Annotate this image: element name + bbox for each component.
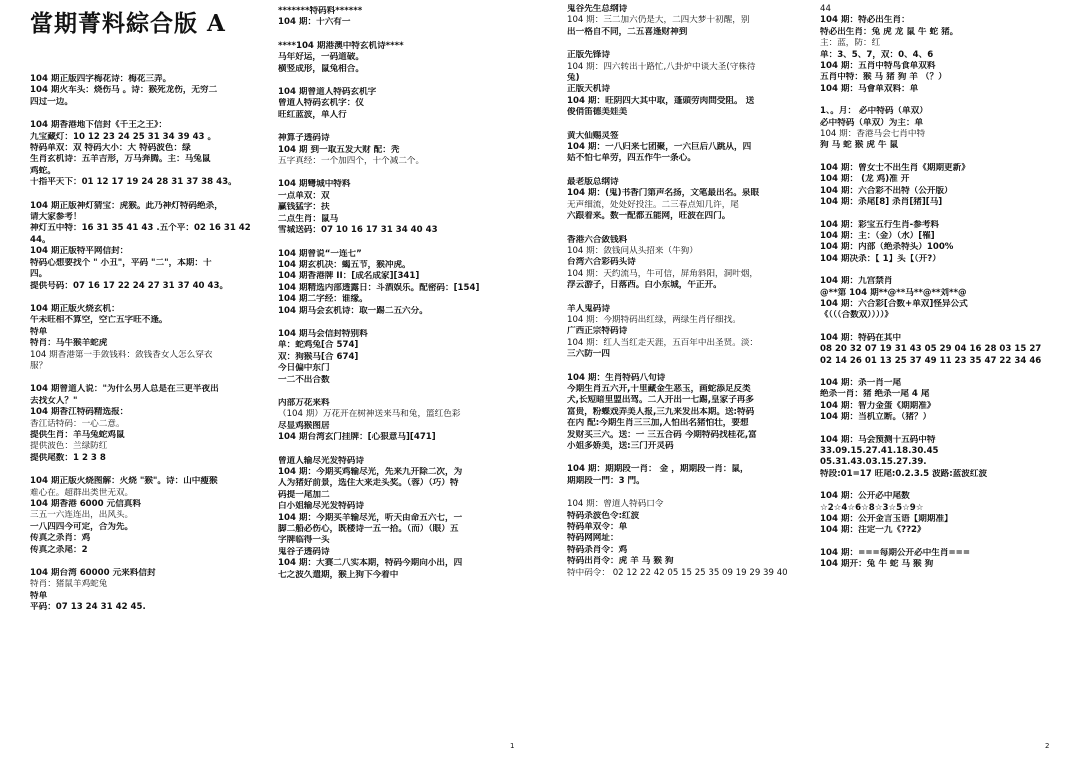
text-line: 难心在。超群出类世无双。 <box>30 487 134 498</box>
text-line: 白小姐输尽光发特码诗 <box>278 501 364 512</box>
article-block <box>820 491 1055 537</box>
text-line: 正版先锋诗 <box>567 50 610 61</box>
text-line: 四过一边。 <box>30 96 73 107</box>
text-line: 104 期：内部（绝杀特头）100% <box>820 242 954 253</box>
text-line: 单：3、5、7，双：0、4、6 <box>820 49 934 60</box>
text-line: 狗 马 蛇 猴 虎 牛 鼠 <box>820 140 899 151</box>
text-line: 44 <box>820 4 831 14</box>
text-line: 曾道人输尽光发特码诗 <box>278 455 364 466</box>
text-line: 提供号码：07 16 17 22 24 27 31 37 40 43。 <box>30 280 229 291</box>
article-block <box>278 41 518 75</box>
text-line: 无声细流，处处好投注。二三春点知几许，尾 <box>567 199 739 210</box>
text-line: 104 期：曾道人特码口令 <box>567 499 664 510</box>
text-line: 104 期香港 6000 元信真料 <box>30 499 141 509</box>
text-line: 犬,长短暗里盟出驾。二人开出一七踢,皇家子再多 <box>567 395 754 406</box>
text-line: 104 期：敛钱问从头招来（牛狗） <box>567 245 698 256</box>
text-line: 104 期：旺阴四大其中取，蓬頭劳肉問受阻。 送 <box>567 95 755 106</box>
text-line: 五字真经：一个加四个，十个减二个。 <box>278 156 425 167</box>
text-line: 三五一六连连出，出风头。 <box>30 510 134 521</box>
article-block <box>567 131 807 165</box>
text-line: 44。 <box>30 234 51 245</box>
text-line: 104 期：公开金言玉语【期期准】 <box>820 514 953 525</box>
text-line: 104 期：十六有一 <box>278 17 351 28</box>
text-line: 一点单双：双 <box>278 190 330 201</box>
text-line: 富贵，粉蝶戏弄美人报,三九来发出本期。送:特码 <box>567 406 755 417</box>
text-line: 姑不怕七单劳，四五作牛一条心。 <box>567 153 696 164</box>
text-line: 05.31.43.03.15.27.39. <box>820 457 927 468</box>
text-line: 今期生肖五六开,十里藏金生恶玉，画蛇添足反类 <box>567 383 751 394</box>
text-line: 最老版总纲诗 <box>567 176 619 187</box>
text-line: 鸡蛇。 <box>30 165 56 176</box>
text-line: 浮云游子，日落西。白小东城，午正开。 <box>567 280 722 291</box>
text-line: 104 期正版火烧图解：火烧 "猴"。诗：山中瘦猴 <box>30 476 218 487</box>
page-number-2: 2 <box>1045 742 1050 750</box>
article-block <box>278 329 518 386</box>
text-line: 生肖玄机诗：五羊吉形，万马奔腾。主：马兔鼠 <box>30 154 211 165</box>
article-block <box>567 304 807 361</box>
text-line: 104 期正版四字梅花诗：梅花三弄。 <box>30 74 172 84</box>
article-block <box>278 456 518 581</box>
text-line: 104 期：五肖中特鸟食单双料 <box>820 61 936 72</box>
text-line: 特码单双令：单 <box>567 522 628 533</box>
text-line: 出一格自不同，二五喜逢财神到 <box>567 26 688 37</box>
text-line: 提供尾数：1 2 3 8 <box>30 452 106 463</box>
text-line: 104 期： (龙 鸡)准 开 <box>820 174 910 185</box>
text-line: 特段:01=17 旺尾:0.2.3.5 波路:蓝波红波 <box>820 468 988 479</box>
text-line: 主：蓝，防：红 <box>820 38 881 49</box>
text-line: 字牌临得一头 <box>278 535 330 546</box>
article-block <box>820 378 1055 424</box>
text-line: 104 期：今期特码出红绿，两绿生肖仔细找。 <box>567 314 741 325</box>
text-line: 33.09.15.27.41.18.30.45 <box>820 446 939 456</box>
article-block <box>820 435 1055 481</box>
text-line: 特中码令： 02 12 22 42 05 15 25 35 09 19 29 39 40 <box>567 567 788 578</box>
article-block <box>278 87 518 121</box>
text-line: 香江话特码：一心二意。 <box>30 418 125 429</box>
text-line: 特码杀波色令:红波 <box>567 510 640 521</box>
text-line: 双：狗猴马[合 674] <box>278 351 359 362</box>
text-line: 104 期：天约流马，牛可信，屏角斜阳，洞叶烟， <box>567 268 759 279</box>
text-line: 104 期：六合彩[合数+单双]怪异公式 <box>820 298 968 309</box>
article-block <box>567 373 807 453</box>
text-line: 104 期：三二加六仍是大，二四大梦十初醒，别 <box>567 15 750 26</box>
text-line: 兔) <box>567 73 580 84</box>
text-line: 小姐多娇美，送:三门开灵码 <box>567 441 674 451</box>
text-line: 三六防一四 <box>567 349 610 360</box>
text-line: 人为猪好前景，选住大来走头奖。（蓉）（巧）特 <box>278 478 459 489</box>
text-line: 104 期：一八归来七团聚，一六巨后八跳从，四 <box>567 142 752 153</box>
text-line: 104 期决杀：【 1】头【（开?） <box>820 253 941 264</box>
text-line: 一八四四今可定，合为先。 <box>30 521 134 532</box>
article-block <box>278 398 518 444</box>
text-line: 神算子透码诗 <box>278 133 330 144</box>
text-line: 特码杀肖令：鸡 <box>567 544 628 555</box>
text-line: 104 期精选内部透露日：斗酒娱乐。配密码：[154] <box>278 282 480 293</box>
text-line: 码提一尾加二 <box>278 489 330 500</box>
text-line: 104 期：主：（金）（水）[罹] <box>820 230 935 241</box>
text-line: *******特码料****** <box>278 6 363 16</box>
text-line: 服？ <box>30 360 48 371</box>
text-line: 104 期曾说“一连七” <box>278 248 362 259</box>
text-line: 一二不出合数 <box>278 374 330 385</box>
text-line: ****104 期港澳中特玄机诗**** <box>278 40 404 51</box>
article-block <box>278 133 518 167</box>
text-line: 104 期：(鬼)书香门第声名扬，文笔最出名。泉眼 <box>567 188 760 199</box>
article-block <box>30 201 265 292</box>
article-block <box>30 74 265 108</box>
text-line: 四。 <box>30 269 48 280</box>
text-line: 104 期：马會单双料：单 <box>820 83 919 94</box>
column-2 <box>278 0 518 763</box>
article-block <box>567 177 807 223</box>
article-block <box>30 568 265 614</box>
text-line: 台湾六合彩码头诗 <box>567 257 636 268</box>
text-line: 旺红蓝波，单人行 <box>278 109 347 120</box>
text-line: 羊人鬼码诗 <box>567 303 610 314</box>
text-line: 104 期台湾玄门挂牌：[心狠意马][471] <box>278 432 436 443</box>
article-block <box>30 304 265 372</box>
text-line: 必中特码（单双）为主：单 <box>820 117 924 128</box>
text-line: 六跟着来。数一配都五能网，旺波在四门。 <box>567 211 731 222</box>
text-line: 鬼谷子透码诗 <box>278 546 330 557</box>
text-line: 提供生肖：羊马兔蛇鸡鼠 <box>30 429 125 440</box>
text-line: 内部万花来料 <box>278 397 330 408</box>
text-line: 提供波色：兰绿防红 <box>30 441 108 452</box>
text-line: 104 期玄机决：蝎五节，猴冲虎。 <box>278 259 411 270</box>
text-line: 104 期：六合彩不出特（公开版） <box>820 185 953 196</box>
column-1-sections <box>30 74 265 614</box>
text-line: 104 期：智力金蛋《期期准》 <box>820 400 936 411</box>
text-line: 104 期：注定一九《??2》 <box>820 525 926 536</box>
text-line: 特单 <box>30 590 48 601</box>
text-line: 鬼谷先生总纲诗 <box>567 4 628 14</box>
article-block <box>567 499 807 579</box>
text-line: 104 期：香港马会七肖中特 <box>820 129 926 140</box>
text-line: 二点生肖：鼠马 <box>278 213 339 224</box>
text-line: 请大家参考！ <box>30 212 82 223</box>
text-line: 香港六合敛钱料 <box>567 234 628 245</box>
text-line: 俊俏笛德美娃美 <box>567 107 628 118</box>
text-line: 特码网网址： <box>567 533 619 544</box>
text-line: 104 期：红人当红走天涯，五百年中出圣贤。淡： <box>567 337 759 348</box>
article-block <box>820 220 1055 266</box>
text-line: 104 期曾道人特码玄机字 <box>278 87 377 98</box>
text-line: 神灯五中特：16 31 35 41 43 .五个平：02 16 31 42 <box>30 223 251 234</box>
text-line: 104 期马会玄机诗：取一踢二五六分。 <box>278 305 428 316</box>
article-block <box>820 548 1055 571</box>
text-line: 在内 配:今期生肖三三加,人怕出名猪怕壮，要想 <box>567 418 749 429</box>
article-block <box>30 384 265 464</box>
column-4 <box>820 0 1055 763</box>
article-block <box>278 6 518 29</box>
text-line: 特单 <box>30 326 48 337</box>
text-line: 104 期 到一取五发大财 配：秃 <box>278 144 400 155</box>
text-line: 104 期香港第一手敛钱料：敛钱香女人怎么穿衣 <box>30 349 213 360</box>
text-line: 104 期：特必出生肖： <box>820 15 910 26</box>
text-line: 02 14 26 01 13 25 37 49 11 23 35 47 22 34 46 <box>820 355 1042 366</box>
text-line: 五肖中特：猴 马 猪 狗 羊 （？） <box>820 72 947 83</box>
text-line: 104 期：当机立断。（猪？） <box>820 412 932 423</box>
text-line: 特码出肖令：虎 羊 马 猴 狗 <box>567 556 674 567</box>
column-4-sections <box>820 4 1055 571</box>
text-line: 104 期：四六转出十路忙,八卦炉中谈大圣(守株待 <box>567 61 756 72</box>
column-2-sections <box>278 6 518 581</box>
article-block <box>820 106 1055 152</box>
text-line: 《（（（合数双））））》 <box>820 310 894 321</box>
text-line: 104 期彎城中特料 <box>278 179 351 190</box>
text-line: 传真之杀肖：鸡 <box>30 533 91 544</box>
text-line: 特必出生肖：兔 虎 龙 鼠 牛 蛇 猪。 <box>820 26 959 37</box>
article-block <box>567 50 807 118</box>
text-line: 104 期：马会预测十五码中特 <box>820 434 936 445</box>
text-line: 104 期香港牌 II：[成名成家][341] <box>278 271 420 282</box>
text-line: 午未旺相不算空，空亡五字旺不逢。 <box>30 315 168 326</box>
text-line: 104 期：===每期公开必中生肖=== <box>820 547 971 558</box>
article-block <box>820 4 1055 95</box>
text-line: 104 期：九宫禁肖 <box>820 276 893 287</box>
text-line: 九宝藏灯：10 12 23 24 25 31 34 39 43 。 <box>30 131 217 142</box>
text-line: 单：蛇鸡兔[合 574] <box>278 340 359 351</box>
text-line: 104 期马会信封特别料 <box>278 328 368 339</box>
article-block <box>567 235 807 292</box>
text-line: @**第 104 期**@**马**@**刘**@ <box>820 287 967 298</box>
column-3 <box>567 0 807 763</box>
text-line: 104 期台湾 60000 元来料信封 <box>30 568 156 579</box>
text-line: 104 期正版火烧玄机： <box>30 303 120 314</box>
text-line: 1、。月： 必中特码（单双） <box>820 106 928 117</box>
text-line: 期期段一門：3 門。 <box>567 475 645 486</box>
text-line: 脚二船必伤心，既楼诗一五一拾。（而）（眼）五 <box>278 524 459 535</box>
article-block <box>30 476 265 556</box>
article-block <box>30 120 265 188</box>
text-line: 绝杀一肖：猪 绝杀一尾 4 尾 <box>820 389 930 400</box>
text-line: 104 期：生肖特码八句诗 <box>567 372 666 383</box>
column-3-sections <box>567 4 807 579</box>
text-line: 传真之杀尾：2 <box>30 544 88 555</box>
text-line: 08 20 32 07 19 31 43 05 29 04 16 28 03 15 27 <box>820 344 1042 355</box>
text-line: 104 期开：兔 牛 蛇 马 猴 狗 <box>820 559 934 570</box>
text-line: 104 期：今期买鸡输尽光，先来九开除二次，为 <box>278 467 463 477</box>
article-block <box>278 179 518 236</box>
text-line: （104 期）万花开在树神送来马和兔，篮红色彩 <box>278 409 461 420</box>
text-line: 104 期火车头：烧伤马 。诗：猴死龙伤，无穷二 <box>30 85 218 96</box>
text-line: 104 期二字经：谁缘。 <box>278 294 368 305</box>
page-number-1: 1 <box>510 742 515 750</box>
text-line: 104 期香江特码精选报： <box>30 407 129 418</box>
article-block <box>820 276 1055 322</box>
article-block <box>820 333 1055 367</box>
text-line: 特码心想要找个 " 小丑"，平码 "二"，本期：十 <box>30 257 212 268</box>
column-1 <box>30 0 265 763</box>
text-line: 104 期：期期段一肖： 金 ，期期段一肖：鼠， <box>567 464 749 475</box>
text-line: 104 期：杀一肖一尾 <box>820 377 902 388</box>
text-line: 特码单双：双 特码大小：大 特码波色：绿 <box>30 143 191 154</box>
text-line: 104 期香港地下信封《千王之王》： <box>30 120 167 131</box>
text-line: 雪城送码：07 10 16 17 31 34 40 43 <box>278 225 438 236</box>
text-line: 特肖：猪鼠羊鸡蛇兔 <box>30 579 108 590</box>
text-line: 横竖成形，鼠兔相合。 <box>278 63 364 74</box>
text-line: 平码：07 13 24 31 42 45. <box>30 602 146 613</box>
article-block <box>567 4 807 38</box>
text-line: 104 期：大赛二八实本期，特码今期向小出，四 <box>278 558 463 569</box>
text-line: 104 期：今期买羊输尽光，听天由命五六七，一 <box>278 512 463 523</box>
text-line: 十指平天下：01 12 17 19 24 28 31 37 38 43。 <box>30 177 237 188</box>
text-line: 特肖：马牛猴羊蛇虎 <box>30 338 108 349</box>
text-line: 104 期正版特平网信封： <box>30 246 129 257</box>
text-line: 发财买三六。送：一 三五合码 今期特码找桂花,富 <box>567 429 757 440</box>
article-block <box>567 464 807 487</box>
text-line: 104 期曾道人说："为什么男人总是在三更半夜出 <box>30 384 219 395</box>
text-line: 尽显鸡猴图居 <box>278 420 330 431</box>
text-line: 104 期：特码在其中 <box>820 332 902 343</box>
text-line: 曾道人特码玄机字：仪 <box>278 98 364 109</box>
text-line: 广西正宗特码诗 <box>567 326 628 337</box>
text-line: 去找女人？" <box>30 395 78 406</box>
text-line: 104 期：公开必中尾数 <box>820 491 910 502</box>
text-line: 104 期：曾女士不出生肖《期期更新》 <box>820 162 970 173</box>
text-line: 104 期：彩宝五行生肖-参考料 <box>820 219 940 230</box>
text-line: 正版天机诗 <box>567 84 610 95</box>
article-block <box>278 249 518 317</box>
text-line: 104 期：杀尾[8] 杀肖[猪][马] <box>820 197 943 208</box>
text-line: ☆2☆4☆6☆8☆3☆5☆9☆ <box>820 502 924 513</box>
text-line: 七之波久遣期，猴上狗下今着中 <box>278 569 399 580</box>
text-line: 104 期正版神灯猜宝：虎猴。此乃神灯特码绝杀， <box>30 200 223 211</box>
article-block <box>820 163 1055 209</box>
text-line: 今日偏中东门 <box>278 363 330 374</box>
text-line: 赢钱猛字：扶 <box>278 202 330 213</box>
text-line: 马年好运，一码道破。 <box>278 52 364 63</box>
page-title: 當期菁料綜合版 A <box>30 10 226 37</box>
text-line: 黄大仙赐灵签 <box>567 130 619 141</box>
